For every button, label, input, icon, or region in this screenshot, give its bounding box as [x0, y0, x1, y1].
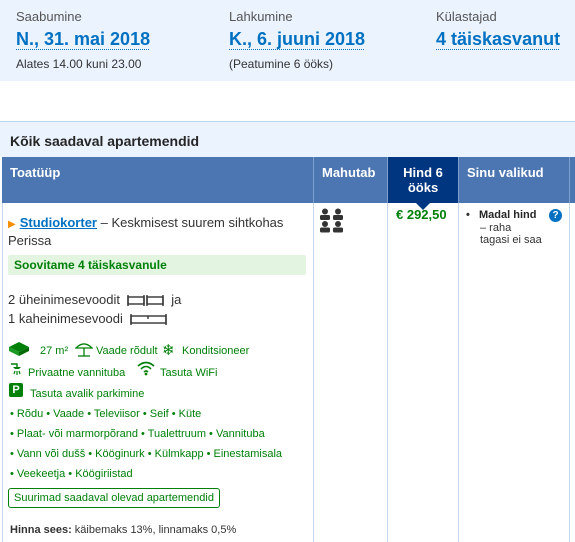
column-divider	[569, 203, 570, 542]
checkout-label: Lahkumine	[229, 9, 293, 24]
price-includes-value: käibemaks 13%, linnamaks 0,5%	[71, 524, 237, 536]
bathroom-text: Privaatne vannituba	[28, 367, 126, 379]
view-text: Vaade rõdult	[96, 345, 158, 357]
price-includes-label: Hinna sees:	[10, 524, 72, 536]
choice-detail-2: tagasi ei saa	[480, 234, 542, 246]
parking-icon: P	[9, 383, 23, 397]
beds-double-text: 1 kaheinimesevoodi	[8, 311, 123, 326]
amenity-line: • Rõdu • Vaade • Televiisor • Seif • Küte	[10, 408, 202, 420]
column-divider	[458, 203, 459, 542]
guests-label: Külastajad	[436, 9, 497, 24]
two-persons-icon	[319, 208, 345, 234]
room-size-text: 27 m²	[40, 345, 69, 357]
snowflake-icon: ❄	[162, 342, 175, 359]
header-choices: Sinu valikud	[458, 157, 569, 203]
room-description: – Keskmisest suurem sihtkohas Perissa	[8, 215, 284, 248]
amenity-line: • Vann või dušš • Kööginurk • Külmkapp • Einestamisala	[10, 448, 283, 460]
checkin-date[interactable]: N., 31. mai 2018	[16, 29, 151, 49]
beds-single-text: 2 üheinimesevoodit	[8, 292, 121, 307]
room-size-icon	[8, 341, 30, 357]
recommendation-box: Soovitame 4 täiskasvanule	[8, 255, 306, 275]
checkout-block	[229, 9, 365, 71]
header-price: Hind 6 ööks	[387, 157, 458, 203]
bed-info	[8, 290, 181, 328]
section-title: Kõik saadaval apartemendid	[0, 121, 575, 157]
wifi-icon	[137, 361, 155, 376]
bed-line-double	[8, 309, 181, 328]
header-sleeps: Mahutab	[313, 157, 387, 203]
bed-icon	[127, 294, 165, 307]
checkin-label: Saabumine	[16, 9, 82, 24]
amenity-line: • Plaat- või marmorpõrand • Tualettruum • Vannituba	[10, 428, 265, 440]
bed-icon	[130, 313, 168, 326]
room-row	[2, 203, 314, 542]
choice-title: Madal hind	[479, 209, 537, 221]
guests-value[interactable]: 4 täiskasvanut	[436, 29, 561, 49]
checkin-note: Alates 14.00 kuni 23.00	[16, 57, 142, 71]
parking-text: Tasuta avalik parkimine	[30, 388, 145, 400]
bed-line-single	[8, 290, 181, 309]
triangle-right-icon: ▶	[8, 219, 16, 230]
beds-and-text: ja	[171, 292, 182, 307]
checkout-date[interactable]: K., 6. juuni 2018	[229, 29, 366, 49]
aircon-text: Konditsioneer	[182, 345, 250, 357]
amenity-line: • Veekeetja • Köögiriistad	[10, 468, 133, 480]
price-includes	[10, 524, 236, 536]
shower-icon	[9, 362, 25, 378]
umbrella-view-icon	[75, 340, 93, 357]
header-extra	[569, 157, 575, 203]
question-icon[interactable]: ?	[549, 209, 562, 222]
largest-badge: Suurimad saadaval olevad apartemendid	[8, 488, 220, 508]
booking-summary	[0, 0, 575, 81]
checkin-block	[16, 9, 150, 71]
choice-detail-1: – raha	[480, 222, 512, 234]
room-name-link[interactable]: Studiokorter	[19, 215, 97, 230]
wifi-text: Tasuta WiFi	[160, 367, 218, 379]
checkout-note: (Peatumine 6 ööks)	[229, 57, 334, 71]
choice-bullet: •	[466, 209, 470, 221]
guests-block	[436, 9, 560, 50]
price-value: € 292,50	[396, 207, 447, 222]
table-header	[0, 157, 575, 203]
column-divider	[387, 203, 388, 542]
room-name-line	[8, 215, 308, 249]
header-room-type: Toatüüp	[2, 157, 313, 203]
